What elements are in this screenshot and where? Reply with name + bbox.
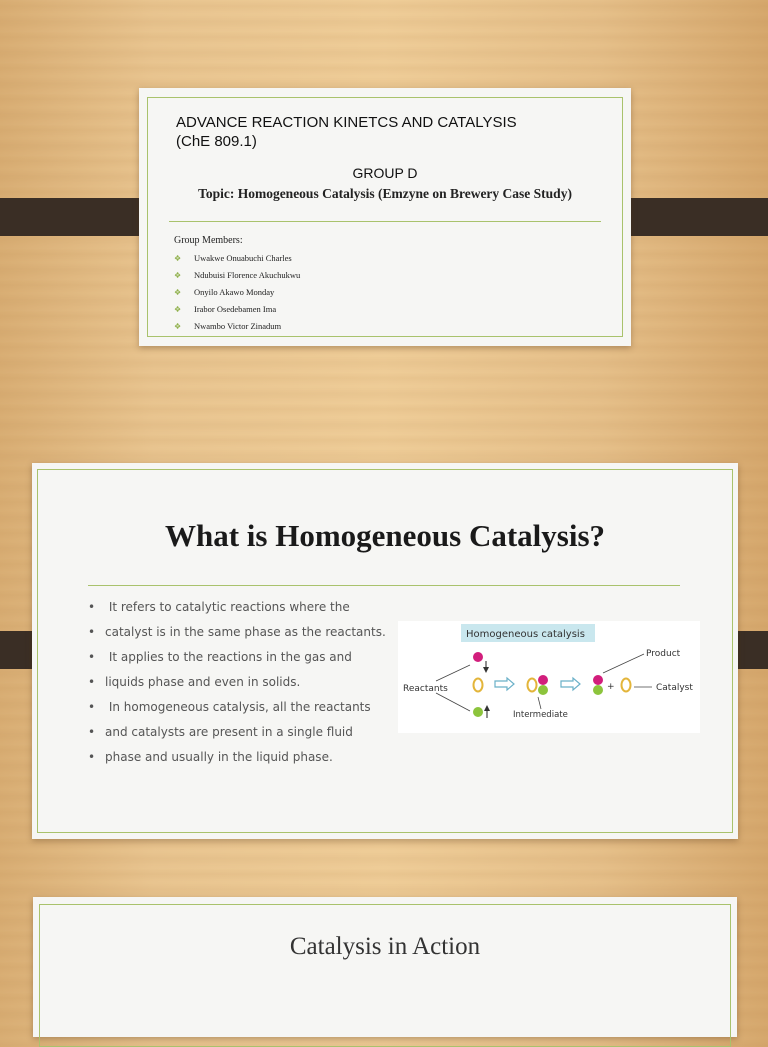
product-label: Product: [646, 649, 681, 659]
members-heading: Group Members:: [174, 235, 243, 246]
released-catalyst-icon: [622, 679, 631, 692]
diamond-bullet-icon: ❖: [174, 305, 182, 314]
product-pointer: [603, 654, 644, 673]
list-item: [174, 301, 300, 318]
intermediate-b-icon: [538, 685, 548, 695]
rail-left-1: [0, 198, 156, 236]
bullet-icon: •: [88, 700, 96, 714]
slide-border: [39, 904, 731, 1047]
list-item: [174, 267, 300, 284]
reactants-label: Reactants: [403, 684, 448, 694]
intermediate-pointer: [538, 697, 541, 709]
list-item: [88, 595, 408, 620]
members-list: [174, 250, 300, 335]
bullet-text: phase and usually in the liquid phase.: [105, 750, 333, 764]
diamond-bullet-icon: ❖: [174, 288, 182, 297]
reactant-a-molecule-icon: [473, 652, 483, 662]
bullet-icon: •: [88, 625, 96, 639]
catalyst-label: Catalyst: [656, 683, 693, 693]
intermediate-catalyst-icon: [528, 679, 537, 692]
slide-title: What is Homogeneous Catalysis?: [164, 518, 606, 553]
bullet-text: catalyst is in the same phase as the reactants.: [105, 625, 386, 639]
reaction-arrow-icon: [561, 678, 580, 690]
list-item: [88, 745, 408, 770]
slide-title[interactable]: [139, 88, 631, 346]
divider: [88, 585, 680, 586]
product-a-icon: [593, 675, 603, 685]
list-item: [88, 695, 408, 720]
intermediate-a-icon: [538, 675, 548, 685]
member-name: Uwakwe Onuabuchi Charles: [194, 253, 292, 263]
list-item: [88, 645, 408, 670]
bullet-text: and catalysts are present in a single fluid: [105, 725, 353, 739]
diamond-bullet-icon: ❖: [174, 271, 182, 280]
group-label: GROUP D: [352, 165, 418, 181]
slide-title: Catalysis in Action: [289, 933, 481, 960]
bullet-text: It applies to the reactions in the gas and: [105, 650, 352, 664]
bullet-icon: •: [88, 750, 96, 764]
list-item: [174, 250, 300, 267]
bullet-icon: •: [88, 725, 96, 739]
bullet-icon: •: [88, 675, 96, 689]
bullet-icon: •: [88, 600, 96, 614]
catalysis-diagram-svg: [398, 621, 700, 733]
bullet-icon: •: [88, 650, 96, 664]
bullet-text: liquids phase and even in solids.: [105, 675, 301, 689]
course-title-line1: ADVANCE REACTION KINETCS AND CATALYSIS: [176, 114, 517, 131]
bullet-text: In homogeneous catalysis, all the reactants: [105, 700, 371, 714]
reactant-b-molecule-icon: [473, 707, 483, 717]
list-item: [88, 620, 408, 645]
plus-sign: +: [607, 682, 615, 692]
list-item: [88, 670, 408, 695]
diamond-bullet-icon: ❖: [174, 322, 182, 331]
rail-right-1: [613, 198, 768, 236]
homogeneous-catalysis-diagram: [398, 621, 700, 733]
member-name: Nwambo Victor Zinadum: [194, 321, 282, 331]
member-name: Irabor Osedebamen Ima: [194, 304, 277, 314]
list-item: [88, 720, 408, 745]
reaction-arrow-icon: [495, 678, 514, 690]
slide-definition[interactable]: [32, 463, 738, 839]
slide-catalysis-in-action[interactable]: [33, 897, 737, 1037]
diagram-title: Homogeneous catalysis: [466, 629, 585, 640]
list-item: [174, 284, 300, 301]
bullet-text: It refers to catalytic reactions where the: [105, 600, 350, 614]
divider: [169, 221, 601, 222]
member-name: Ndubuisi Florence Akuchukwu: [194, 270, 301, 280]
bullet-list: [88, 595, 408, 770]
reactant-line-bottom: [436, 693, 470, 711]
course-title: [176, 113, 596, 151]
member-name: Onyilo Akawo Monday: [194, 287, 275, 297]
intermediate-label: Intermediate: [513, 710, 568, 720]
diamond-bullet-icon: ❖: [174, 254, 182, 263]
product-b-icon: [593, 685, 603, 695]
reactant-line-top: [436, 665, 470, 681]
list-item: [174, 318, 300, 335]
course-title-line2: (ChE 809.1): [176, 133, 257, 150]
catalyst-molecule-icon: [474, 679, 483, 692]
topic-heading: Topic: Homogeneous Catalysis (Emzyne on Brewery Case Study): [198, 186, 572, 201]
